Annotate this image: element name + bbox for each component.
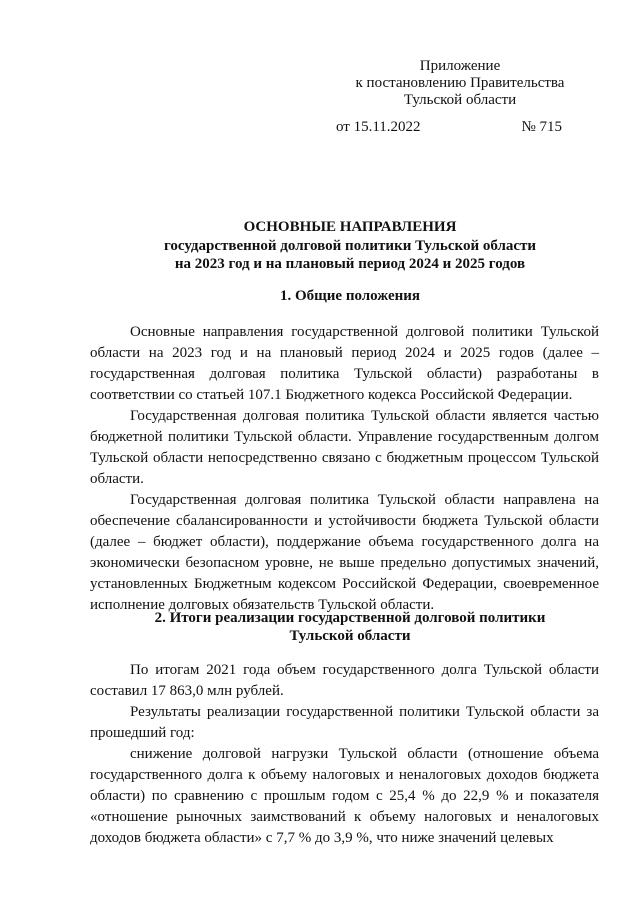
annex-line-1: Приложение: [419, 58, 501, 74]
section-2-body: [90, 660, 599, 849]
decree-number: № 715: [521, 119, 562, 135]
section-1-body: [90, 322, 599, 616]
title-line-3: на 2023 год и на плановый период 2024 и 2025 годов: [174, 256, 526, 272]
decree-dateline: [336, 118, 562, 136]
section-2-paragraph-3: снижение долговой нагрузки Тульской области (отношение объема государственного долга к объему налоговых и неналоговых доходов бюджета области) по сравнению с прошлым годом с 25,4 % до 22,9 % и показателя «отношение рыночных заимствований к объему налоговых и неналоговых доходов бюджета области» с 7,7 % до 3,9 %, что ниже значений целевых: [90, 746, 599, 846]
title-line-2: государственной долговой политики Тульской области: [163, 237, 537, 254]
section-1-paragraph-3: Государственная долговая политика Тульской области направлена на обеспечение сбалансированности и устойчивости бюджета Тульской области (далее – бюджет области), поддержание объема государственного долга на экономически безопасном уровне, не выше предельно допустимых значений, установленных Бюджетным кодексом Российской Федерации, своевременное исполнение долговых обязательств Тульской области.: [90, 492, 599, 613]
section-1-heading: 1. Общие положения: [279, 288, 421, 304]
title-line-1: ОСНОВНЫЕ НАПРАВЛЕНИЯ: [243, 219, 457, 235]
section-2-heading-line-2: Тульской области: [289, 628, 411, 644]
section-2-heading-line-1: 2. Итоги реализации государственной долговой политики: [154, 610, 546, 626]
annex-line-3: Тульской области: [403, 92, 517, 108]
annex-block: [330, 58, 590, 109]
section-2-heading: [90, 609, 610, 645]
decree-date: от 15.11.2022: [336, 119, 421, 135]
section-1-paragraph-2: Государственная долговая политика Тульской области является частью бюджетной политики Тульской области. Управление государственным долгом Тульской области непосредственно связано с бюджетным процессом Тульской области.: [90, 408, 599, 487]
document-title: [90, 218, 610, 274]
annex-line-2: к постановлению Правительства: [355, 75, 565, 91]
section-2-paragraph-1: По итогам 2021 года объем государственного долга Тульской области составил 17 863,0 млн рублей.: [90, 662, 599, 699]
section-2-paragraph-2: Результаты реализации государственной политики Тульской области за прошедший год:: [90, 704, 599, 741]
section-1-paragraph-1: Основные направления государственной долговой политики Тульской области на 2023 год и на плановый период 2024 и 2025 годов (далее – государственная долговая политика Тульской области) разработаны в соответствии со статьей 107.1 Бюджетного кодекса Российской Федерации.: [90, 324, 599, 403]
